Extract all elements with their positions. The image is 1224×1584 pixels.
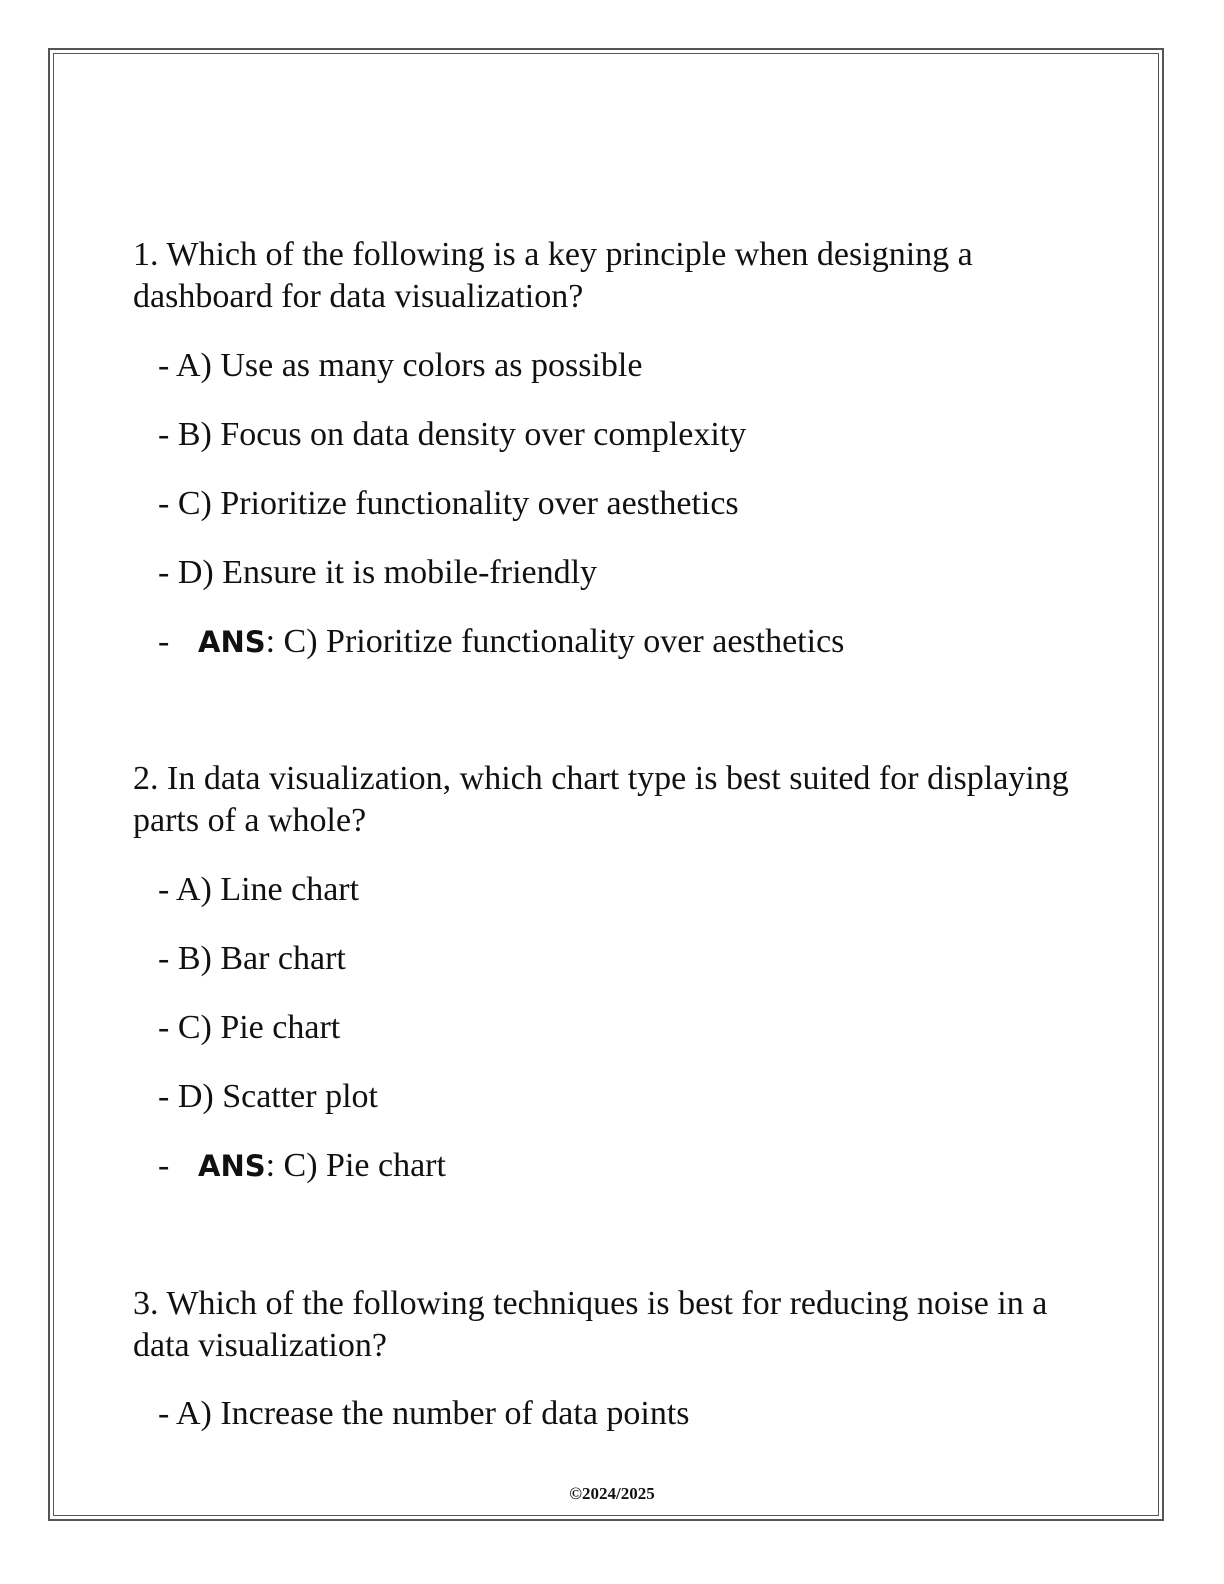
question-1-answer — [158, 622, 844, 662]
question-2-option-c: - C) Pie chart — [158, 1009, 341, 1046]
copyright-footer: ©2024/2025 — [569, 1484, 655, 1503]
question-2-answer — [158, 1146, 446, 1186]
question-3-stem: 3. Which of the following techniques is best for reducing noise in a data visualization? — [133, 1285, 1048, 1364]
answer-label: ANS — [198, 1149, 266, 1183]
question-3-option-a: - A) Increase the number of data points — [158, 1395, 690, 1432]
question-2-stem: 2. In data visualization, which chart type is best suited for displaying parts of a whole? — [133, 760, 1069, 839]
question-2-option-b: - B) Bar chart — [158, 940, 346, 977]
question-1-option-d: - D) Ensure it is mobile-friendly — [158, 554, 598, 591]
question-2-option-a: - A) Line chart — [158, 871, 360, 908]
question-1-stem: 1. Which of the following is a key principle when designing a dashboard for data visualization? — [133, 236, 973, 315]
answer-text: : C) Prioritize functionality over aesthetics — [265, 623, 845, 660]
question-1-option-c: - C) Prioritize functionality over aesthetics — [158, 485, 739, 522]
answer-dash: - — [158, 1147, 170, 1184]
answer-dash: - — [158, 623, 170, 660]
answer-label: ANS — [198, 625, 266, 659]
answer-text: : C) Pie chart — [265, 1147, 446, 1184]
question-1-option-a: - A) Use as many colors as possible — [158, 347, 643, 384]
question-2-option-d: - D) Scatter plot — [158, 1078, 378, 1115]
question-1-option-b: - B) Focus on data density over complexity — [158, 416, 747, 453]
